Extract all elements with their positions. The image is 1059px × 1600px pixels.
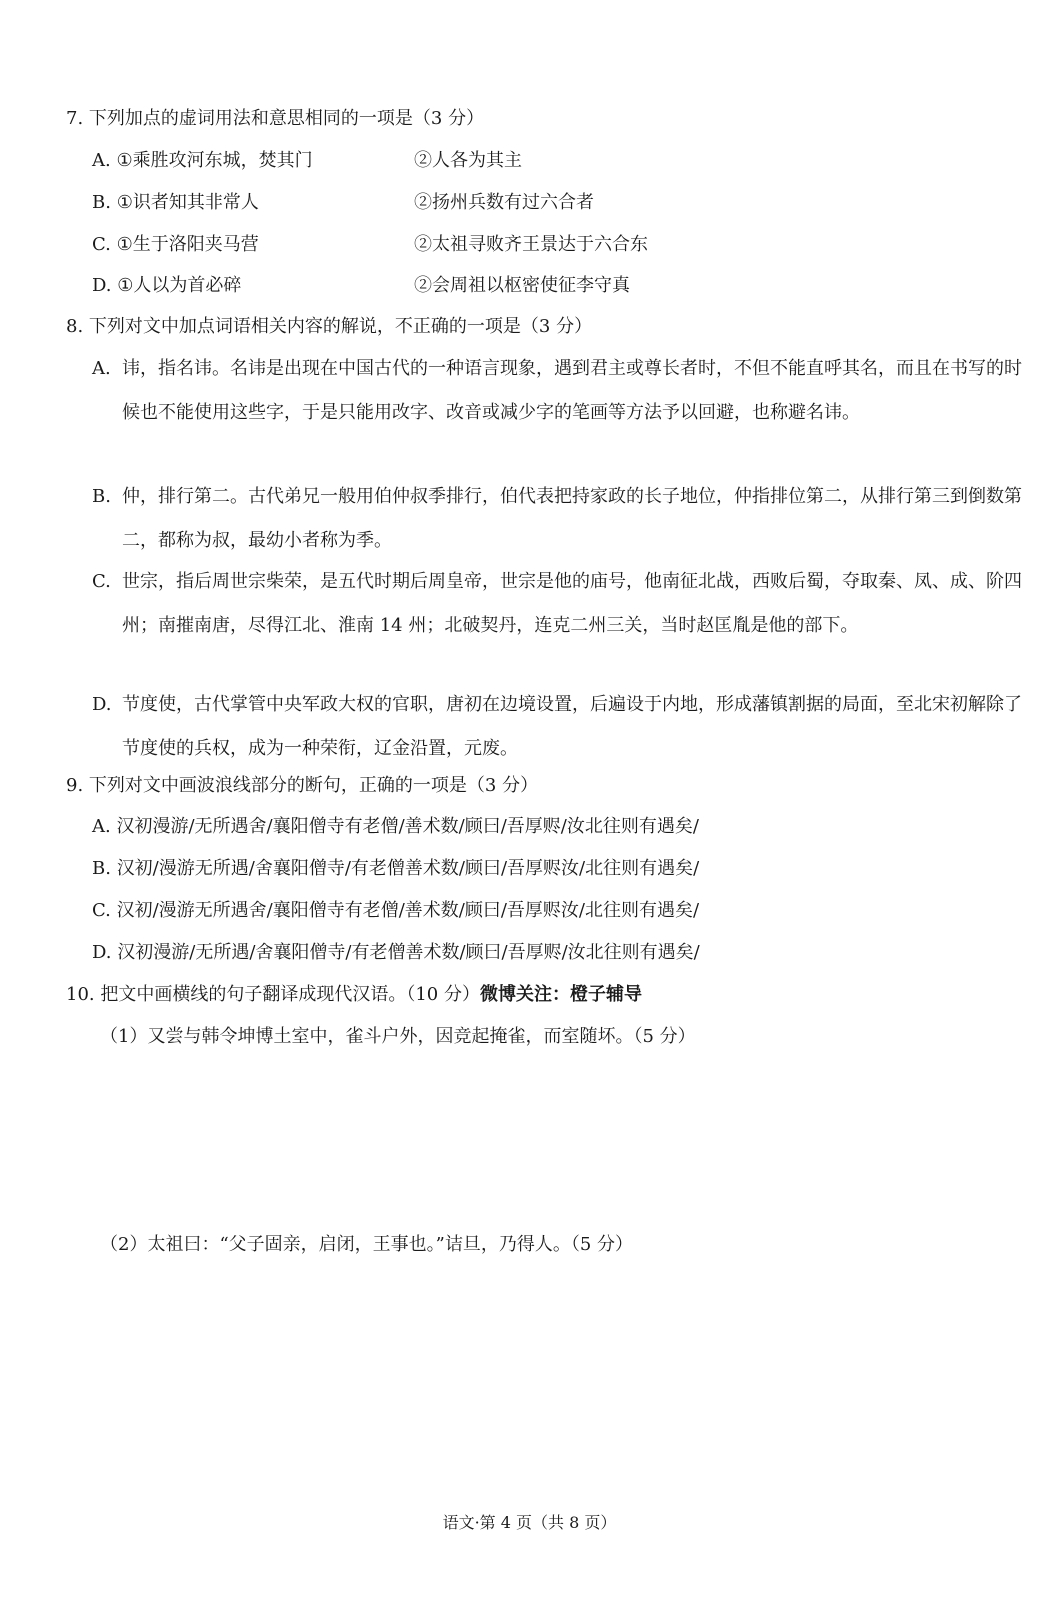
q9-option-d: D. 汉初漫游/无所遇/舍襄阳僧寺/有老僧善术数/顾曰/吾厚赆/汝北往则有遇矣/ — [92, 942, 700, 963]
q8-option-b: B. 仲，排行第二。古代弟兄一般用伯仲叔季排行，伯代表把持家政的长子地位，仲指排位第二，从排行第三到倒数第二，都称为叔，最幼小者称为季。 — [92, 486, 1022, 551]
q8-stem: 8. 下列对文中加点词语相关内容的解说，不正确的一项是（3 分） — [66, 316, 593, 337]
q10-stem: 10. 把文中画横线的句子翻译成现代汉语。（10 分）微博关注：橙子辅导 — [66, 984, 642, 1005]
q7-option-a: A. ①乘胜攻河东城，焚其门 — [92, 150, 313, 171]
q7-stem: 7. 下列加点的虚词用法和意思相同的一项是（3 分） — [66, 108, 485, 129]
q7-option-c: C. ①生于洛阳夹马营 — [92, 234, 259, 255]
q10-sub1: （1）又尝与韩令坤博土室中，雀斗户外，因竞起掩雀，而室随坏。（5 分） — [100, 1026, 696, 1047]
q10-sub2: （2）太祖曰：“父子固亲，启闭，王事也。”诘旦，乃得人。（5 分） — [100, 1234, 634, 1255]
q9-option-b: B. 汉初/漫游无所遇/舍襄阳僧寺/有老僧善术数/顾曰/吾厚赆汝/北往则有遇矣/ — [92, 858, 700, 879]
q7-option-b-right: ②扬州兵数有过六合者 — [414, 192, 594, 213]
q7-option-b: B. ①识者知其非常人 — [92, 192, 259, 213]
q8-option-a: A. 讳，指名讳。名讳是出现在中国古代的一种语言现象，遇到君主或尊长者时，不但不能直呼其名，而且在书写的时候也不能使用这些字，于是只能用改字、改音或减少字的笔画等方法予以回避，也称避名讳。 — [92, 358, 1022, 423]
weibo-note: 微博关注：橙子辅导 — [479, 984, 642, 1005]
q9-stem: 9. 下列对文中画波浪线部分的断句，正确的一项是（3 分） — [66, 775, 539, 796]
q8-option-d: D. 节度使，古代掌管中央军政大权的官职，唐初在边境设置，后遍设于内地，形成藩镇割据的局面，至北宋初解除了节度使的兵权，成为一种荣衔，辽金沿置，元废。 — [92, 694, 1022, 759]
q7-option-d-right: ②会周祖以枢密使征李守真 — [414, 275, 630, 296]
q8-option-c: C. 世宗，指后周世宗柴荣，是五代时期后周皇帝，世宗是他的庙号，他南征北战，西败后蜀，夺取秦、凤、成、阶四州；南摧南唐，尽得江北、淮南 14 州；北破契丹，连克二州三关，当时赵匡胤是他的部下。 — [92, 571, 1022, 636]
q9-option-a: A. 汉初漫游/无所遇舍/襄阳僧寺有老僧/善术数/顾曰/吾厚赆/汝北往则有遇矣/ — [92, 816, 699, 837]
q7-option-a-right: ②人各为其主 — [414, 150, 522, 171]
q7-option-d: D. ①人以为首必碎 — [92, 275, 242, 296]
q9-option-c: C. 汉初/漫游无所遇舍/襄阳僧寺有老僧/善术数/顾曰/吾厚赆汝/北往则有遇矣/ — [92, 900, 700, 921]
q7-option-c-right: ②太祖寻败齐王景达于六合东 — [414, 234, 648, 255]
page-footer: 语文·第 4 页（共 8 页） — [442, 1513, 617, 1532]
